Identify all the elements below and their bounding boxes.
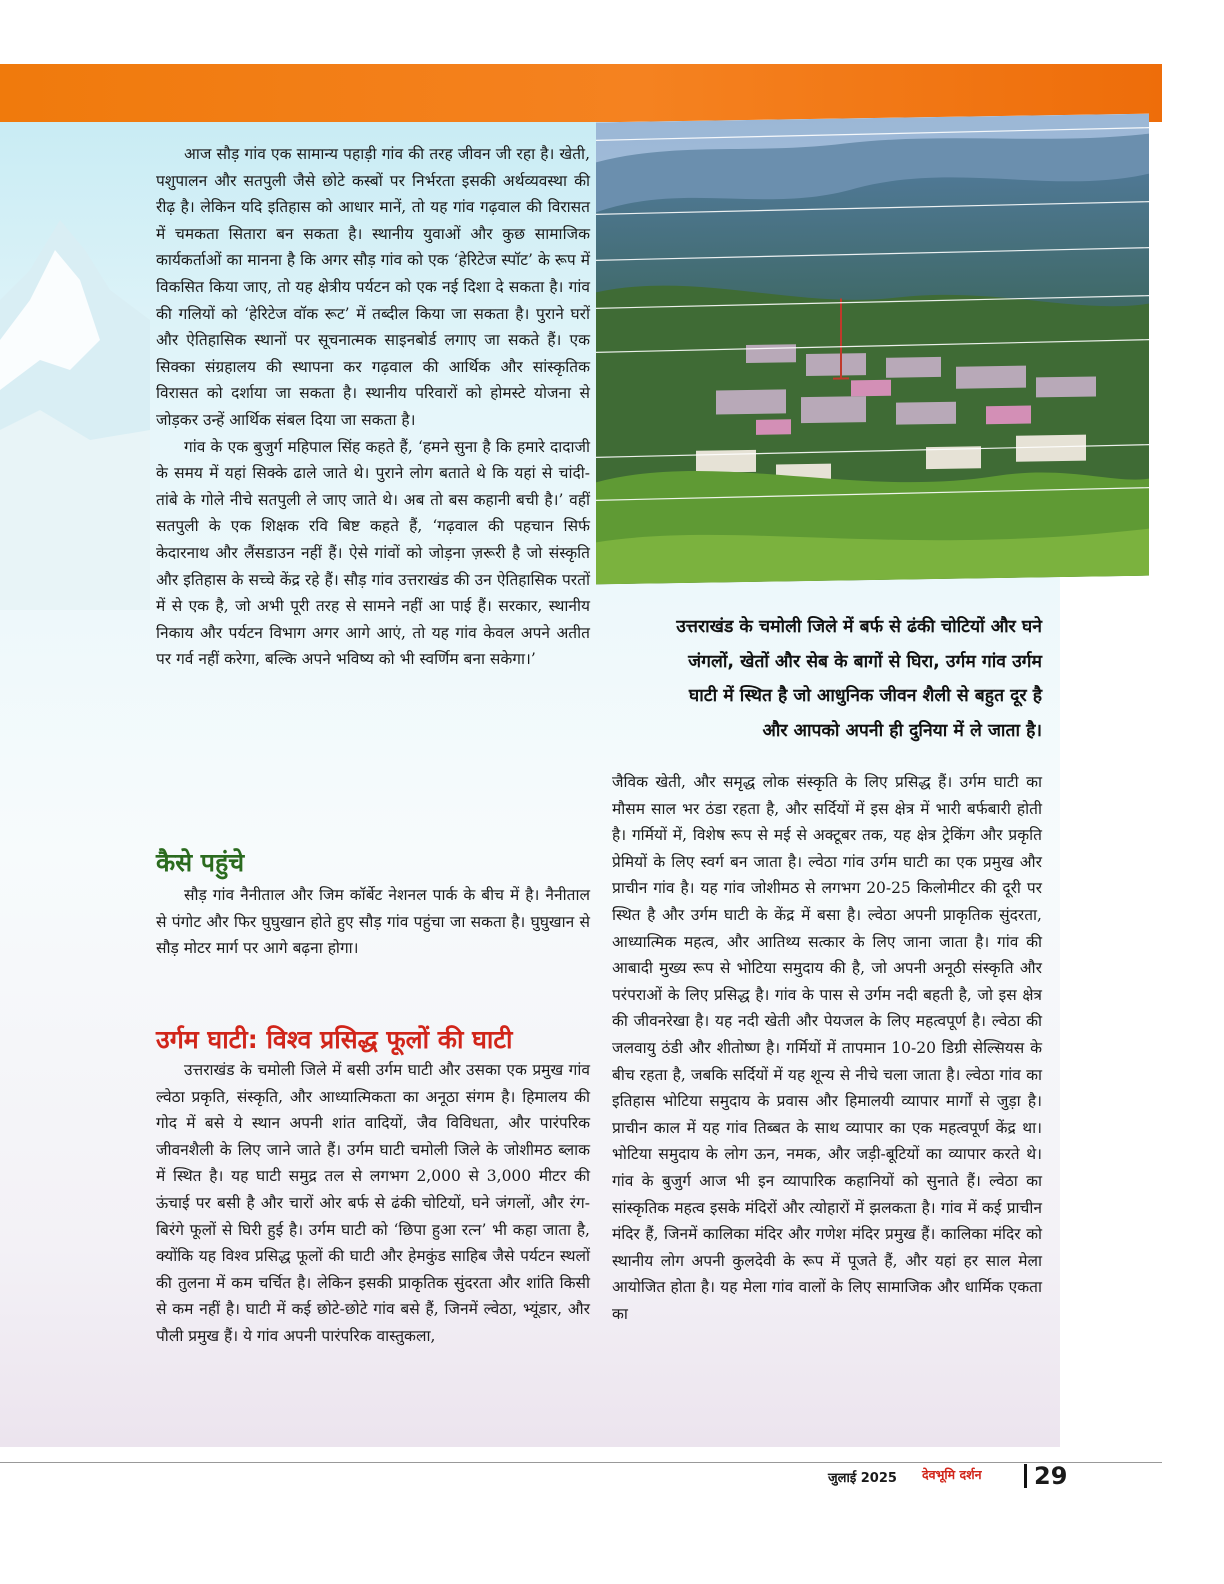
footer-date: जुलाई 2025 xyxy=(828,1471,897,1486)
caption-line: घाटी में स्थित है जो आधुनिक जीवन शैली से बहुत दूर है xyxy=(688,686,1042,706)
section-heading-how-to-reach: कैसे पहुंचे xyxy=(156,848,245,877)
footer-rule xyxy=(0,1462,1162,1463)
caption-line: उत्तराखंड के चमोली जिले में बर्फ से ढंकी चोटियों और घने xyxy=(676,617,1042,637)
mountain-backdrop xyxy=(0,180,150,610)
section-heading-urgam-valley: उर्गम घाटी: विश्व प्रसिद्ध फूलों की घाटी xyxy=(156,1025,513,1054)
page-number: 29 xyxy=(1034,1462,1068,1490)
paragraph: गांव के एक बुजुर्ग महिपाल सिंह कहते हैं, ‘हमने सुना है कि हमारे दादाजी के समय में यहां सिक्के ढाले जाते थे। पुराने लोग बताते थे कि यहां से चांदी-तांबे के गोले नीचे सतपुली ले जाए जाते थे। अब तो बस कहानी बची है।’ वहीं सतपुली के एक शिक्षक रवि बिष्ट कहते हैं, ‘गढ़वाल की पहचान सिर्फ केदारनाथ और लैंसडाउन नहीं हैं। ऐसे गांवों को जोड़ना ज़रूरी है जो संस्कृति और इतिहास के सच्चे केंद्र रहे हैं। सौड़ गांव उत्तराखंड की उन ऐतिहासिक परतों में से एक है, जो अभी पूरी तरह से सामने नहीं आ पाई हैं। सरकार, स्थानीय निकाय और पर्यटन विभाग अगर आगे आएं, तो यह गांव केवल अपने अतीत पर गर्व नहीं करेगा, बल्कि अपने भविष्य को भी स्वर्णिम बना सकेगा।’ xyxy=(156,437,590,669)
left-column-article xyxy=(156,141,590,673)
paragraph: आज सौड़ गांव एक सामान्य पहाड़ी गांव की तरह जीवन जी रहा है। खेती, पशुपालन और सतपुली जैसे छोटे कस्बों पर निर्भरता इसकी अर्थव्यवस्था की रीढ़ है। लेकिन यदि इतिहास को आधार मानें, तो यह गांव गढ़वाल की विरासत में चमकता सितारा बन सकता है। स्थानीय युवाओं और कुछ सामाजिक कार्यकर्ताओं का मानना है कि अगर सौड़ गांव को एक ‘हेरिटेज स्पॉट’ के रूप में विकसित किया जाए, तो यह क्षेत्रीय पर्यटन को एक नई दिशा दे सकता है। गांव की गलियों को ‘हेरिटेज वॉक रूट’ में तब्दील किया जा सकता है। पुराने घरों और ऐतिहासिक स्थानों पर सूचनात्मक साइनबोर्ड लगाए जा सकते हैं। एक सिक्का संग्रहालय की स्थापना कर गढ़वाल की आर्थिक और सांस्कृतिक विरासत को दर्शाया जा सकता है। स्थानीय परिवारों को होमस्टे योजना से जोड़कर उन्हें आर्थिक संबल दिया जा सकता है। xyxy=(156,145,590,429)
footer-separator xyxy=(1024,1464,1027,1488)
urgam-valley-text xyxy=(156,1057,590,1350)
caption-line: जंगलों, खेतों और सेब के बागों से घिरा, उर्गम गांव उर्गम xyxy=(688,651,1042,672)
magazine-name: देवभूमि दर्शन xyxy=(922,1467,982,1482)
paragraph: उत्तराखंड के चमोली जिले में बसी उर्गम घाटी और उसका एक प्रमुख गांव ल्वेठा प्रकृति, संस्कृति, और आध्यात्मिकता का अनूठा संगम है। हिमालय की गोद में बसे ये स्थान अपनी शांत वादियों, जैव विविधता, और पारंपरिक जीवनशैली के लिए जाने जाते हैं। उर्गम घाटी चमोली जिले के जोशीमठ ब्लाक में स्थित है। यह घाटी समुद्र तल से लगभग 2,000 से 3,000 मीटर की ऊंचाई पर बसी है और चारों ओर बर्फ से ढंकी चोटियों, घने जंगलों, और रंग-बिरंगे फूलों से घिरी हुई है। उर्गम घाटी को ‘छिपा हुआ रत्न’ भी कहा जाता है, क्योंकि यह विश्व प्रसिद्ध फूलों की घाटी और हेमकुंड साहिब जैसे पर्यटन स्थलों की तुलना में कम चर्चित है। लेकिन इसकी प्राकृतिक सुंदरता और शांति किसी से कम नहीं है। घाटी में कई छोटे-छोटे गांव बसे हैं, जिनमें ल्वेठा, भ्यूंडार, और पौली प्रमुख हैं। ये गांव अपनी पारंपरिक वास्तुकला, xyxy=(156,1061,590,1345)
header-orange-band xyxy=(0,64,1162,122)
right-column-article xyxy=(612,769,1042,1327)
village-photo xyxy=(596,114,1149,585)
how-to-reach-text xyxy=(156,882,590,962)
paragraph: जैविक खेती, और समृद्ध लोक संस्कृति के लिए प्रसिद्ध हैं। उर्गम घाटी का मौसम साल भर ठंडा रहता है, और सर्दियों में इस क्षेत्र में भारी बर्फबारी होती है। गर्मियों में, विशेष रूप से मई से अक्टूबर तक, यह क्षेत्र ट्रेकिंग और प्रकृति प्रेमियों के लिए स्वर्ग बन जाता है। ल्वेठा गांव उर्गम घाटी का एक प्रमुख और प्राचीन गांव है। यह गांव जोशीमठ से लगभग 20-25 किलोमीटर की दूरी पर स्थित है और उर्गम घाटी के केंद्र में बसा है। ल्वेठा अपनी प्राकृतिक सुंदरता, आध्यात्मिक महत्व, और आतिथ्य सत्कार के लिए जाना जाता है। गांव की आबादी मुख्य रूप से भोटिया समुदाय की है, जो अपनी अनूठी संस्कृति और परंपराओं के लिए प्रसिद्ध है। गांव के पास से उर्गम नदी बहती है, जो इस क्षेत्र की जीवनरेखा है। यह नदी खेती और पेयजल के लिए महत्वपूर्ण है। ल्वेठा की जलवायु ठंडी और शीतोष्ण है। गर्मियों में तापमान 10-20 डिग्री सेल्सियस के बीच रहता है, जबकि सर्दियों में यह शून्य से नीचे चला जाता है। ल्वेठा गांव का इतिहास भोटिया समुदाय के प्रवास और हिमालयी व्यापार मार्गों से जुड़ा है। प्राचीन काल में यह गांव तिब्बत के साथ व्यापार का एक महत्वपूर्ण केंद्र था। भोटिया समुदाय के लोग ऊन, नमक, और जड़ी-बूटियों का व्यापार करते थे। गांव के बुजुर्ग आज भी इन व्यापारिक कहानियों को सुनाते हैं। ल्वेठा का सांस्कृतिक महत्व इसके मंदिरों और त्योहारों में झलकता है। गांव में कई प्राचीन मंदिर हैं, जिनमें कालिका मंदिर और गणेश मंदिर प्रमुख हैं। कालिका मंदिर को स्थानीय लोग अपनी कुलदेवी के रूप में पूजते हैं, और यहां हर साल मेला आयोजित होता है। यह मेला गांव वालों के लिए सामाजिक और धार्मिक एकता का xyxy=(612,773,1042,1323)
photo-caption xyxy=(606,610,1042,748)
caption-line: और आपको अपनी ही दुनिया में ले जाता है। xyxy=(762,720,1042,741)
paragraph: सौड़ गांव नैनीताल और जिम कॉर्बेट नेशनल पार्क के बीच में है। नैनीताल से पंगोट और फिर घुघुखान होते हुए सौड़ गांव पहुंचा जा सकता है। घुघुखान से सौड़ मोटर मार्ग पर आगे बढ़ना होगा। xyxy=(156,886,590,958)
